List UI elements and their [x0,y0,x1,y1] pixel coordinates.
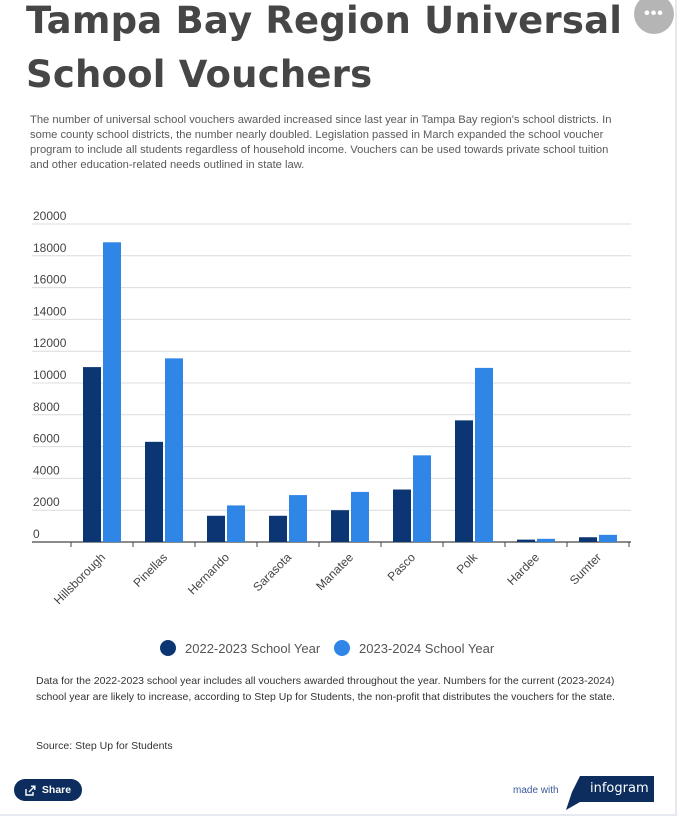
bar-2 [599,535,617,542]
bar-1 [393,490,411,542]
x-tick-label: Polk [453,550,481,577]
chart-legend [160,640,520,660]
more-options-button[interactable]: ••• [634,0,674,34]
y-tick-label: 4000 [33,463,60,478]
source-text: Source: Step Up for Students [36,740,173,752]
share-label: Share [41,784,72,796]
y-tick-label: 10000 [33,368,67,382]
legend-item-series-1[interactable] [160,640,320,656]
bar-2 [227,505,245,542]
infogram-brand-text: infogram [590,781,649,796]
legend-item-series-2[interactable] [334,640,494,656]
y-tick-label: 14000 [33,304,67,319]
bar-2 [165,358,183,542]
y-tick-label: 20000 [33,209,67,223]
legend-label-series-1: 2022-2023 School Year [185,640,321,656]
bar-1 [331,510,349,542]
bar-1 [145,442,163,542]
share-icon [25,785,36,796]
x-tick-label: Sarasota [250,550,295,595]
bar-2 [413,455,431,542]
legend-dot-series-2 [334,640,350,656]
bar-2 [351,492,369,542]
y-tick-label: 6000 [33,431,60,446]
x-tick-label: Sumter [566,550,605,588]
y-tick-label: 8000 [33,399,60,414]
y-tick-label: 18000 [33,240,67,255]
x-tick-label: Pasco [384,550,419,584]
share-button[interactable] [14,779,82,801]
x-tick-label: Hardee [504,550,543,588]
y-tick-label: 16000 [33,272,67,287]
x-tick-label: Hillsborough [51,550,109,608]
footnote: Data for the 2022-2023 school year includes all vouchers awarded throughout the year. Numbers for the current (2023-2024) school year are likely to increase, according to Step Up for Students, the non-profit that distributes the vouchers for the state. [36,675,615,703]
x-tick-label: Manatee [313,550,357,594]
bar-1 [207,516,225,542]
y-tick-label: 0 [33,527,40,541]
bar-chart [0,200,677,620]
bar-2 [537,539,555,542]
bar-1 [579,537,597,542]
made-with-text: made with [513,785,559,796]
y-tick-label: 12000 [33,336,67,351]
bar-2 [475,368,493,542]
page-title: Tampa Bay Region Universal School Vouchers [26,0,623,96]
chart-description: The number of universal school vouchers awarded increased since last year in Tampa Bay region's school districts. In some county school districts, the number nearly doubled. Legislation passed in March expanded the school voucher program to include all students regardless of household income. Vouchers can be used towards private school tuition and other education-related needs outlined in state law. [30,114,612,171]
bar-1 [83,367,101,542]
legend-label-series-2: 2023-2024 School Year [359,640,495,656]
bar-1 [269,516,287,542]
bar-2 [289,495,307,542]
bar-1 [455,420,473,542]
bar-2 [103,242,121,542]
legend-dot-series-1 [160,640,176,656]
x-tick-label: Pinellas [130,550,171,590]
bar-1 [517,540,535,542]
x-tick-label: Hernando [184,550,233,598]
y-tick-label: 2000 [33,495,60,510]
